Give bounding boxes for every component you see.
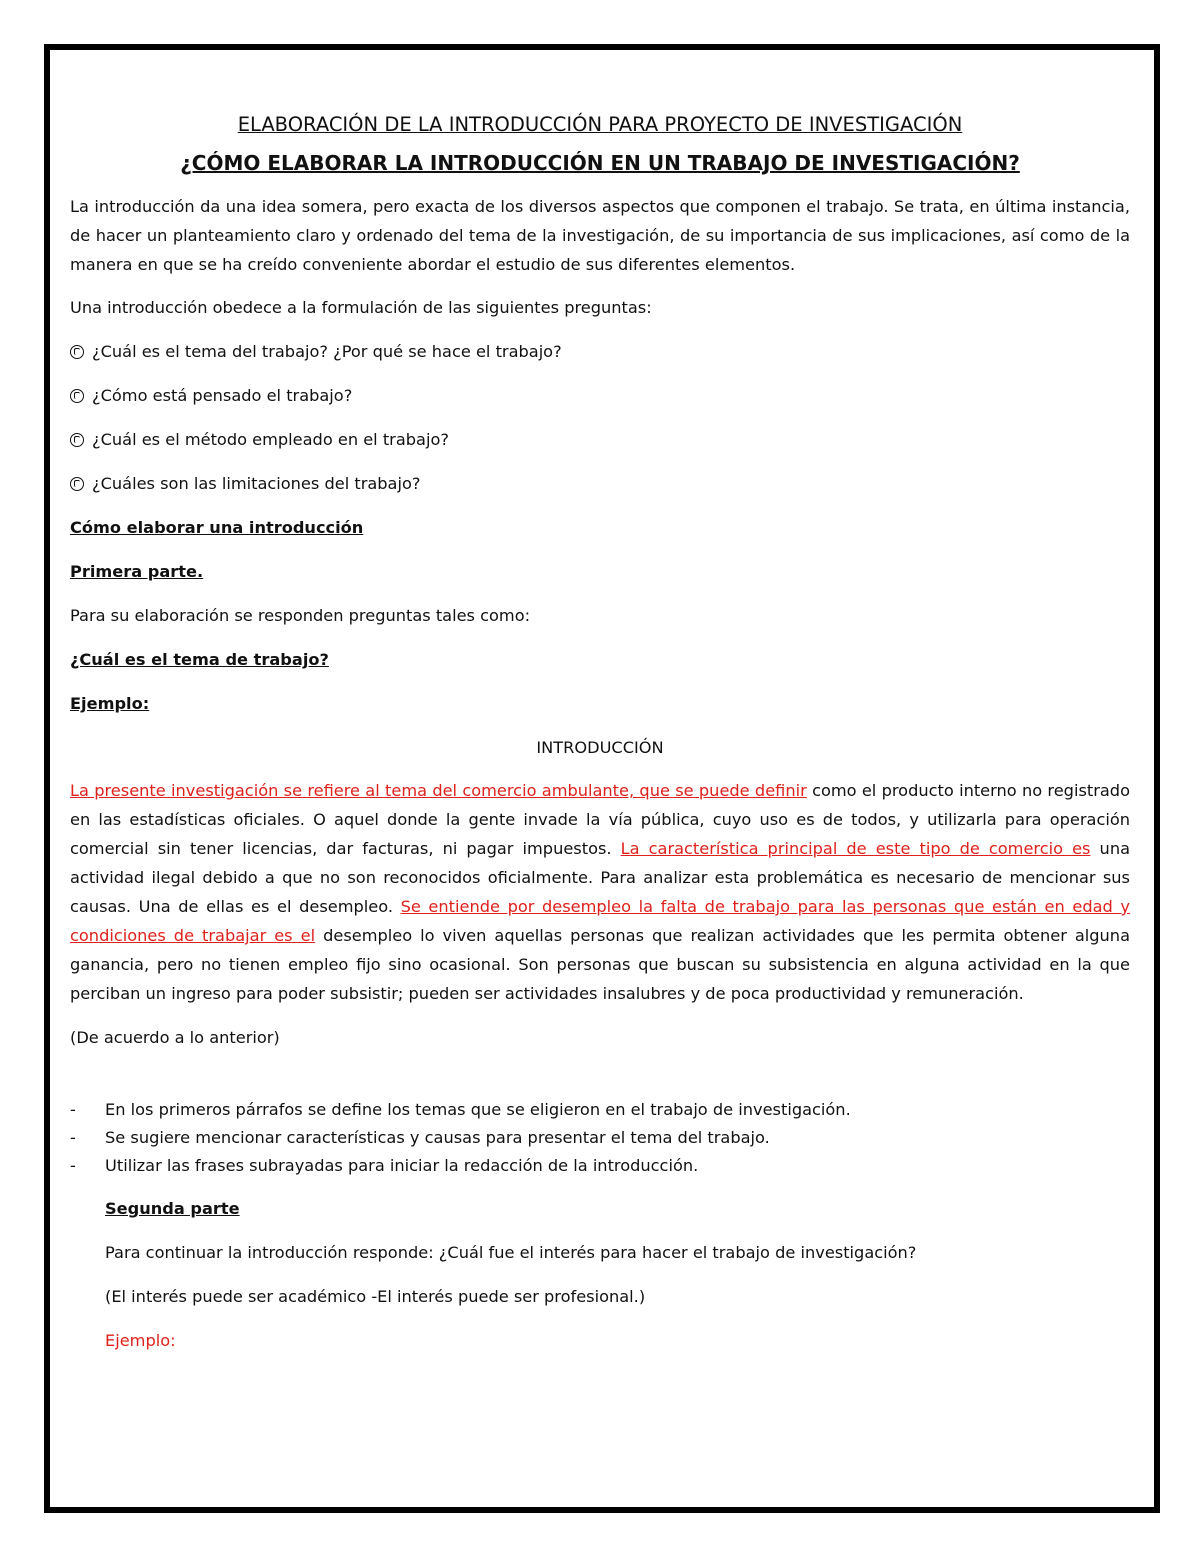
globe-icon bbox=[70, 389, 84, 403]
intro-paragraph: La introducción da una idea somera, pero exacta de los diversos aspectos que componen el trabajo. Se trata, en última instancia, de hacer un planteamiento claro y ordenado del tema de la investigación, de su importancia de sus implicaciones, así como de la manera en que se ha creído conveniente abordar el estudio de sus diferentes elementos. bbox=[70, 197, 1130, 274]
question-item bbox=[70, 425, 1130, 454]
example-title: INTRODUCCIÓN bbox=[536, 738, 664, 757]
question-item bbox=[70, 381, 1130, 410]
example-text: como el producto interno no registrado en las estadísticas oficiales. O aquel donde la gente invade la vía pública, cuyo uso es de todos, y utilizarla para operación comercial sin tener licencias, dar facturas, ni pagar impuestos. bbox=[70, 781, 1130, 858]
part1-heading: Primera parte. bbox=[70, 562, 204, 581]
question-item bbox=[70, 337, 1130, 366]
question-text: ¿Cómo está pensado el trabajo? bbox=[92, 386, 353, 405]
question-text: ¿Cuál es el tema del trabajo? ¿Por qué se hace el trabajo? bbox=[92, 342, 562, 361]
part2-heading: Segunda parte bbox=[105, 1199, 240, 1218]
how-to-heading: Cómo elaborar una introducción bbox=[70, 518, 364, 537]
example-text: una actividad ilegal debido a que no son reconocidos oficialmente. Para analizar esta problemática es necesario de mencionar sus causas. Una de ellas es el desempleo. bbox=[70, 839, 1130, 916]
part1-lead: Para su elaboración se responden preguntas tales como: bbox=[70, 606, 531, 625]
example-text: desempleo lo viven aquellas personas que realizan actividades que les permita obtener alguna ganancia, pero no tienen empleo fijo sino ocasional. Son personas que buscan su subsistencia en alguna actividad en la que perciban un ingreso para poder subsistir; pueden ser actividades insalubres y de poca productividad y remuneración. bbox=[70, 926, 1130, 1003]
part2-text: Para continuar la introducción responde: ¿Cuál fue el interés para hacer el trabajo de investigación? bbox=[105, 1243, 917, 1262]
list-item: - Se sugiere mencionar características y causas para presentar el tema del trabajo. bbox=[70, 1124, 1130, 1152]
globe-icon bbox=[70, 433, 84, 447]
document-subtitle: ¿CÓMO ELABORAR LA INTRODUCCIÓN EN UN TRABAJO DE INVESTIGACIÓN? bbox=[180, 151, 1020, 175]
notes-list bbox=[70, 1096, 1130, 1180]
question-text: ¿Cuáles son las limitaciones del trabajo? bbox=[92, 474, 421, 493]
document-title: ELABORACIÓN DE LA INTRODUCCIÓN PARA PROYECTO DE INVESTIGACIÓN bbox=[237, 113, 963, 136]
underlined-phrase: Se entiende por desempleo la falta de trabajo para las personas que están en edad y condiciones de trabajar es el bbox=[70, 897, 1131, 945]
example-label: Ejemplo: bbox=[70, 694, 150, 713]
list-item: - En los primeros párrafos se define los temas que se eligieron en el trabajo de investigación. bbox=[70, 1096, 1130, 1124]
underlined-phrase: La presente investigación se refiere al tema del comercio ambulante, que se puede definir bbox=[70, 781, 807, 800]
question-item bbox=[70, 469, 1130, 498]
example2-label: Ejemplo: bbox=[105, 1331, 176, 1350]
question-text: ¿Cuál es el método empleado en el trabajo? bbox=[92, 430, 449, 449]
questions-lead: Una introducción obedece a la formulación de las siguientes preguntas: bbox=[70, 298, 652, 317]
list-item: - Utilizar las frases subrayadas para iniciar la redacción de la introducción. bbox=[70, 1152, 1130, 1180]
globe-icon bbox=[70, 477, 84, 491]
example-paragraph bbox=[70, 776, 1130, 1008]
part1-question: ¿Cuál es el tema de trabajo? bbox=[70, 650, 329, 669]
part2-note: (El interés puede ser académico -El interés puede ser profesional.) bbox=[105, 1287, 646, 1306]
document-body bbox=[70, 110, 1130, 1355]
globe-icon bbox=[70, 345, 84, 359]
according-note: (De acuerdo a lo anterior) bbox=[70, 1028, 280, 1047]
underlined-phrase: La característica principal de este tipo de comercio es bbox=[620, 839, 1091, 858]
